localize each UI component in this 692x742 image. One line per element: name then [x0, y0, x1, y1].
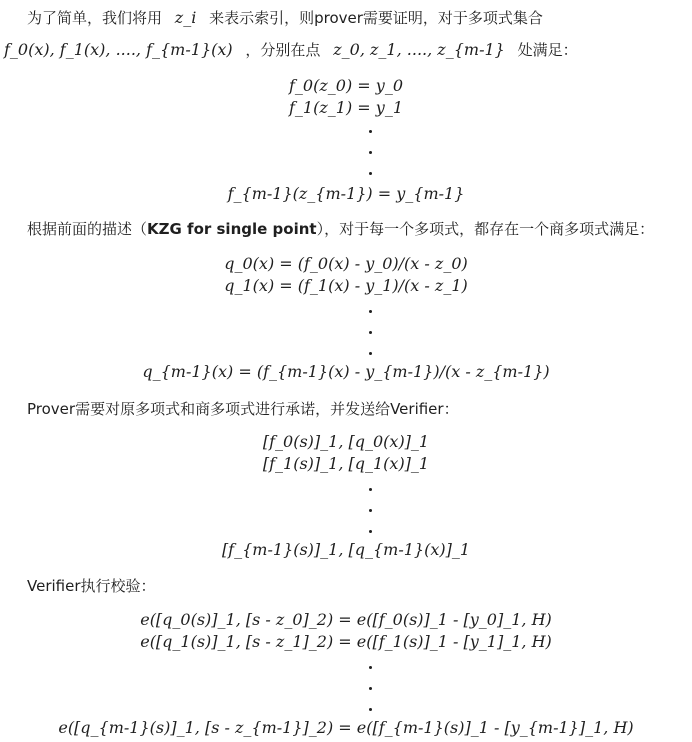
- kzg-reference: KZG for single point: [147, 220, 317, 238]
- intro-prefix: 为了简单，我们将用: [27, 9, 163, 27]
- index-symbol: z_i: [174, 8, 197, 27]
- quotient-intro-suffix: ），对于每一个多项式，都存在一个商多项式满足：: [316, 220, 655, 238]
- evaluation-points: z_0, z_1, ...., z_{m-1}: [333, 40, 505, 59]
- equation-q0: q_0(x) = (f_0(x) - y_0)/(x - z_0): [224, 254, 468, 273]
- equation-f1: f_1(z_1) = y_1: [289, 98, 403, 117]
- ellipsis-dot: [369, 708, 372, 711]
- equation-fm1: f_{m-1}(z_{m-1}) = y_{m-1}: [227, 184, 465, 203]
- verify-m1: e([q_{m-1}(s)]_1, [s - z_{m-1}]_2) = e([f_{m-1}(s)]_1 - [y_{m-1}]_1, H): [58, 718, 634, 737]
- equation-f0: f_0(z_0) = y_0: [289, 76, 403, 95]
- commit-m1: [f_{m-1}(s)]_1, [q_{m-1}(x)]_1: [221, 540, 471, 559]
- points-prefix: ，分别在点: [245, 41, 321, 59]
- verify-0: e([q_0(s)]_1, [s - z_0]_2) = e([f_0(s)]_1 - [y_0]_1, H): [140, 610, 552, 629]
- equation-qm1: q_{m-1}(x) = (f_{m-1}(x) - y_{m-1})/(x - z_{m-1}): [142, 362, 550, 381]
- commit-0: [f_0(s)]_1, [q_0(x)]_1: [262, 432, 430, 451]
- ellipsis-dot: [369, 687, 372, 690]
- quotient-intro-prefix: 根据前面的描述（: [27, 220, 148, 238]
- equation-q1: q_1(x) = (f_1(x) - y_1)/(x - z_1): [224, 276, 468, 295]
- verify-1: e([q_1(s)]_1, [s - z_1]_2) = e([f_1(s)]_1 - [y_1]_1, H): [140, 632, 552, 651]
- commit-intro: Prover需要对原多项式和商多项式进行承诺，并发送给Verifier：: [27, 400, 459, 418]
- points-suffix: 处满足：: [517, 41, 578, 59]
- verify-intro: Verifier执行校验：: [27, 577, 156, 595]
- ellipsis-dot: [369, 666, 372, 669]
- polynomial-set: f_0(x), f_1(x), ...., f_{m-1}(x): [4, 40, 233, 59]
- commit-1: [f_1(s)]_1, [q_1(x)]_1: [262, 454, 430, 473]
- intro-suffix: 来表示索引，则prover需要证明，对于多项式集合: [209, 9, 543, 27]
